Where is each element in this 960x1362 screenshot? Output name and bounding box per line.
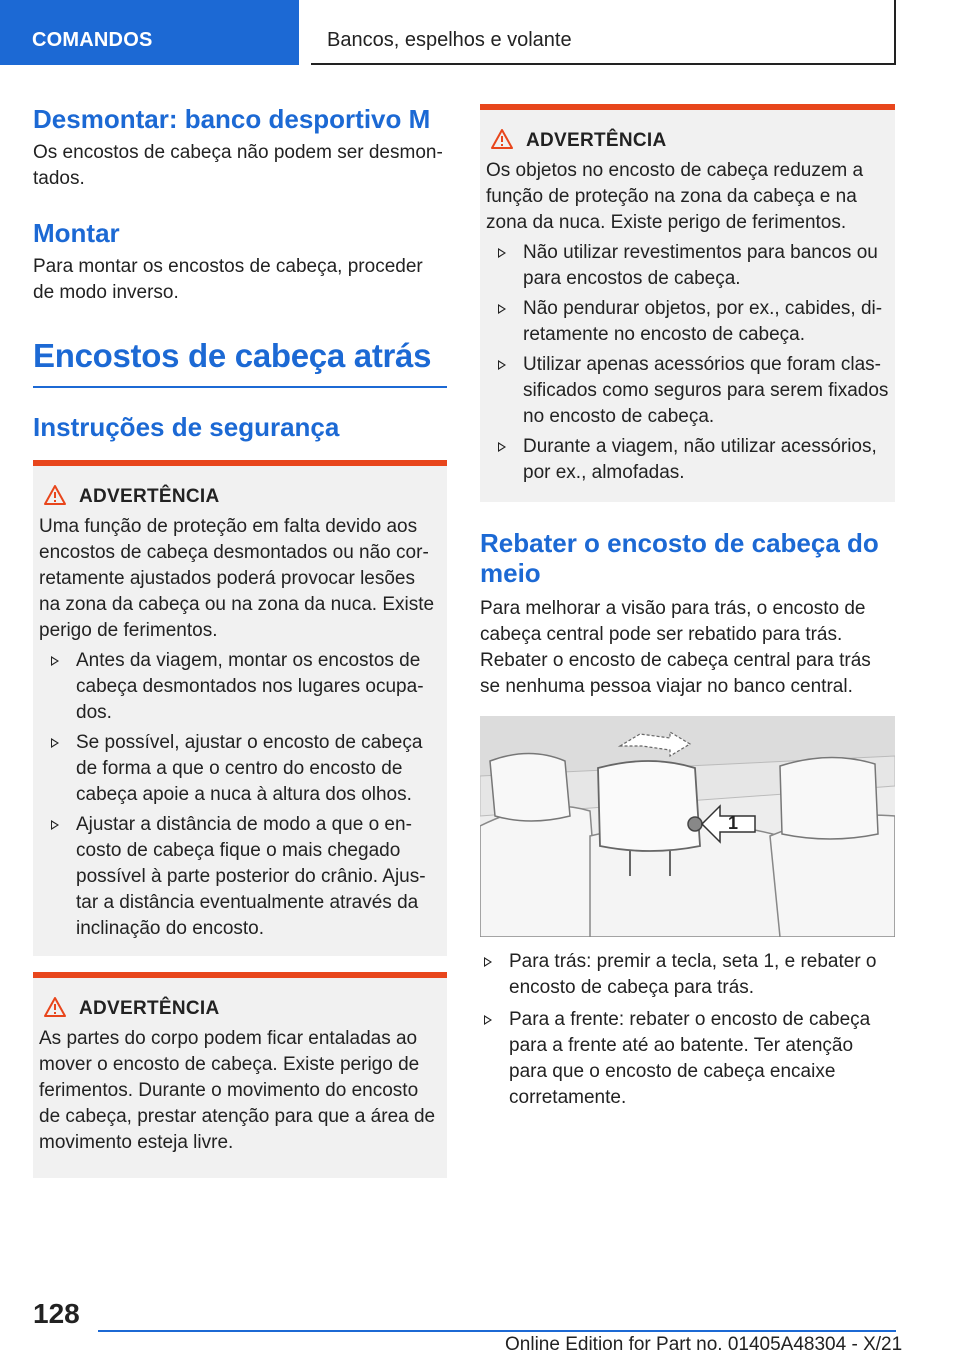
- heading-montar: Montar: [33, 218, 120, 248]
- headrest-figure: [480, 716, 895, 937]
- bullet-triangle-icon: [484, 1015, 492, 1025]
- warning-title-text-3: ADVERTÊNCIA: [526, 130, 667, 151]
- bullet-triangle-icon: [484, 957, 492, 967]
- warning-title-1: [39, 484, 441, 510]
- heading-instrucoes: Instruções de segurança: [33, 412, 340, 442]
- text-rebater: Para melhorar a visão para trás, o encosto de cabeça central pode ser rebatido para trás. Rebater o encosto de cabeça central para trás se nenhuma pessoa viajar no banco central.: [480, 598, 871, 697]
- text-montar: Para montar os encostos de cabeça, proceder de modo inverso.: [33, 256, 423, 303]
- bullet-triangle-icon: [51, 656, 59, 666]
- heading-rule: [33, 386, 447, 388]
- bullet-triangle-icon: [498, 360, 506, 370]
- bullet-triangle-icon: [51, 820, 59, 830]
- warning-title-text-2: ADVERTÊNCIA: [79, 998, 220, 1019]
- list-item: Antes da viagem, montar os encostos de cabeça desmontados nos lugares ocupados.: [39, 648, 441, 726]
- list-item: Se possível, ajustar o encosto de cabeça de forma a que o centro do encosto de cabeça apoie a nuca à altura dos olhos.: [39, 730, 441, 808]
- warning-text-1: Uma função de proteção em falta devido aos encostos de cabeça desmontados ou não corretamente ajustados poderá provocar lesões na zona da cabeça ou na zona da nuca. Existe perigo de ferimentos.: [39, 516, 435, 641]
- bullet-triangle-icon: [498, 304, 506, 314]
- heading-rebater: Rebater o encosto de cabeça do meio: [480, 528, 879, 588]
- list-item: Não pendurar objetos, por ex., cabides, diretamente no encosto de cabeça.: [486, 296, 889, 348]
- bullet-triangle-icon: [51, 738, 59, 748]
- bullet-triangle-icon: [498, 248, 506, 258]
- heading-encostos-atras: Encostos de cabeça atrás: [33, 337, 432, 374]
- footer-rule: [98, 1330, 896, 1332]
- heading-desmontar: Desmontar: banco desportivo M: [33, 104, 431, 134]
- warning-box-1: [33, 460, 447, 956]
- warning-title-text-1: ADVERTÊNCIA: [79, 486, 220, 507]
- warning-triangle-icon: [43, 996, 67, 1018]
- bullet-triangle-icon: [498, 442, 506, 452]
- warning-box-2: [33, 972, 447, 1178]
- list-item: Para trás: premir a tecla, seta 1, e rebater o encosto de cabeça para trás.: [480, 949, 895, 1001]
- list-item: Não utilizar revestimentos para bancos ou para encostos de cabeça.: [486, 240, 889, 292]
- warning-box-3: [480, 104, 895, 502]
- list-item: Durante a viagem, não utilizar acessórios, por ex., almofadas.: [486, 434, 889, 486]
- header-chapter-label: Bancos, espelhos e volante: [327, 29, 572, 51]
- list-item: Ajustar a distância de modo a que o encosto de cabeça fique o mais chegado possível à parte posterior do crânio. Ajustar a distância eventualmente através da inclinação do encosto.: [39, 812, 441, 942]
- footer-edition: Online Edition for Part no. 01405A48304 - X/21: [505, 1334, 903, 1355]
- text-desmontar: Os encostos de cabeça não podem ser desmontados.: [33, 142, 443, 189]
- header-section-label: COMANDOS: [32, 29, 153, 51]
- warning-title-2: [39, 996, 441, 1022]
- figure-label-1: 1: [728, 813, 739, 833]
- warning-title-3: [486, 128, 889, 154]
- header-section-tab: [0, 0, 299, 65]
- list-item: Utilizar apenas acessórios que foram classificados como seguros para serem fixados no encosto de cabeça.: [486, 352, 889, 430]
- warning-triangle-icon: [490, 128, 514, 150]
- headrest-illustration: [480, 716, 895, 937]
- right-column: [480, 104, 895, 1111]
- warning-text-2: As partes do corpo podem ficar entaladas ao mover o encosto de cabeça. Existe perigo de ferimentos. Durante o movimento do encosto de cabeça, prestar atenção para que a área de movimento esteja livre.: [39, 1028, 436, 1153]
- list-item: Para a frente: rebater o encosto de cabeça para a frente até ao batente. Ter atenção para que o encosto de cabeça encaixe corretamente.: [480, 1007, 895, 1111]
- left-column: [33, 104, 447, 1178]
- warning-triangle-icon: [43, 484, 67, 506]
- warning-text-3: Os objetos no encosto de cabeça reduzem a função de proteção na zona da cabeça e na zona da nuca. Existe perigo de ferimentos.: [486, 160, 864, 233]
- page-number: 128: [33, 1298, 80, 1329]
- header-chapter-box: [311, 0, 896, 65]
